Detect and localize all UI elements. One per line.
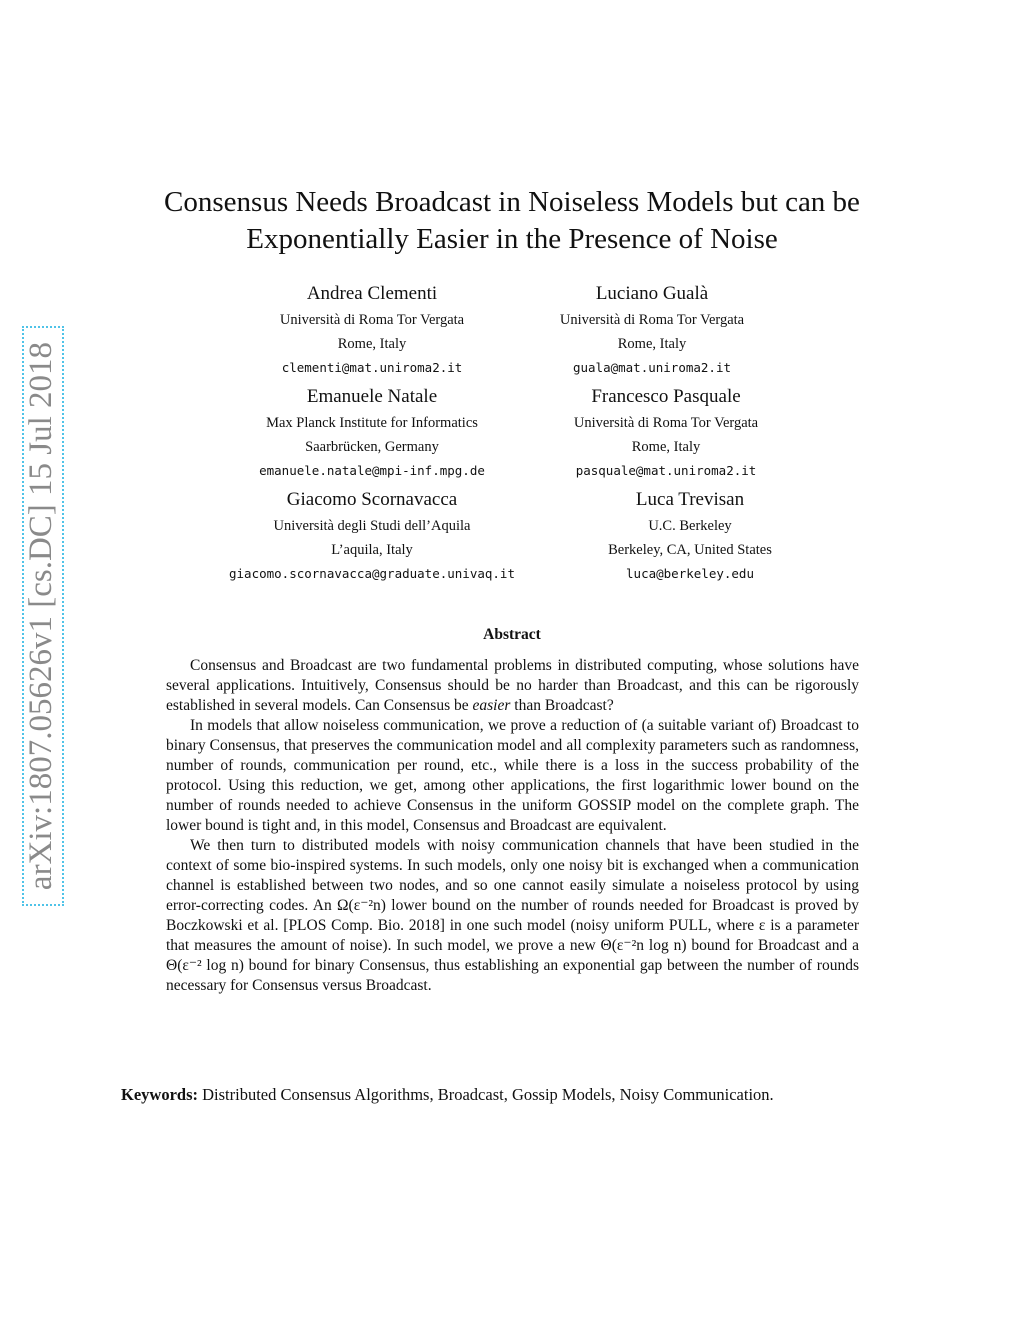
author-location: Rome, Italy xyxy=(617,335,687,352)
keywords xyxy=(121,1084,911,1106)
author-location: Rome, Italy xyxy=(337,335,407,352)
author-location: Rome, Italy xyxy=(631,438,701,455)
author-name: Emanuele Natale xyxy=(306,386,438,407)
author-affiliation: Università di Roma Tor Vergata xyxy=(279,312,465,328)
author-email: pasquale@mat.uniroma2.it xyxy=(575,463,757,478)
abstract-paragraph xyxy=(166,656,859,716)
author-name: Luciano Gualà xyxy=(595,283,709,304)
keywords-text: Distributed Consensus Algorithms, Broadcast, Gossip Models, Noisy Communication. xyxy=(202,1085,774,1104)
author-affiliation: Max Planck Institute for Informatics xyxy=(266,415,478,431)
author-location: Berkeley, CA, United States xyxy=(608,541,772,558)
author-affiliation: Università di Roma Tor Vergata xyxy=(573,415,759,431)
abstract-body xyxy=(166,656,859,996)
abstract-emphasis: easier xyxy=(472,697,511,714)
abstract-text: Consensus and Broadcast are two fundamental problems in distributed computing, whose solutions have several applications. Intuitively, Consensus should be no harder than Broadcast, and this can be rigorously established in several models. Can Consensus be xyxy=(166,657,859,714)
author-email: giacomo.scornavacca@graduate.univaq.it xyxy=(229,566,515,581)
author-email: emanuele.natale@mpi-inf.mpg.de xyxy=(259,463,485,478)
author-block xyxy=(540,488,840,586)
title-line-2: Exponentially Easier in the Presence of Noise xyxy=(246,223,778,255)
author-block xyxy=(502,282,802,380)
abstract-paragraph: We then turn to distributed models with noisy communication channels that have been studied in the context of some bio-inspired systems. In such models, only one noisy bit is exchanged when a communication channel is established between two nodes, and so one cannot easily simulate a noiseless protocol by using error-correcting codes. An Ω(ε⁻²n) lower bound on the number of rounds needed for Broadcast is proved by Boczkowski et al. [PLOS Comp. Bio. 2018] in one such model (noisy uniform PULL, where ε is a parameter that measures the amount of noise). In such model, we prove a new Θ(ε⁻²n log n) bound for Broadcast and a Θ(ε⁻² log n) bound for binary Consensus, thus establishing an exponential gap between the number of rounds necessary for Consensus versus Broadcast. xyxy=(166,837,859,994)
author-email: clementi@mat.uniroma2.it xyxy=(281,360,463,375)
paper-title xyxy=(120,184,904,258)
abstract-text: than Broadcast? xyxy=(510,697,614,714)
author-name: Luca Trevisan xyxy=(635,489,745,510)
arxiv-identifier: arXiv:1807.05626v1 [cs.DC] 15 Jul 2018 xyxy=(23,341,59,891)
author-block xyxy=(222,282,522,380)
author-block xyxy=(222,385,522,483)
author-name: Giacomo Scornavacca xyxy=(286,489,458,510)
author-affiliation: Università di Roma Tor Vergata xyxy=(559,312,745,328)
author-name: Francesco Pasquale xyxy=(591,386,741,407)
author-email: luca@berkeley.edu xyxy=(626,566,754,581)
author-location: Saarbrücken, Germany xyxy=(305,438,439,455)
keywords-label: Keywords: xyxy=(121,1085,198,1104)
abstract-paragraph: In models that allow noiseless communication, we prove a reduction of (a suitable variant of) Broadcast to binary Consensus, that preserves the communication model and all complexity parameters such as randomness, number of rounds, communication per round, etc., while there is a loss in the success probability of the protocol. Using this reduction, we get, among other applications, the first logarithmic lower bound on the number of rounds needed to achieve Consensus in the uniform GOSSIP model on the complete graph. The lower bound is tight and, in this model, Consensus and Broadcast are equivalent. xyxy=(166,717,859,834)
author-block xyxy=(222,488,522,586)
title-line-1: Consensus Needs Broadcast in Noiseless Models but can be xyxy=(164,186,860,218)
author-block xyxy=(516,385,816,483)
author-affiliation: U.C. Berkeley xyxy=(648,518,732,534)
author-affiliation: Università degli Studi dell’Aquila xyxy=(273,518,471,534)
abstract-heading: Abstract xyxy=(483,626,541,643)
author-name: Andrea Clementi xyxy=(306,283,438,304)
author-email: guala@mat.uniroma2.it xyxy=(572,360,732,375)
author-location: L’aquila, Italy xyxy=(331,541,413,558)
